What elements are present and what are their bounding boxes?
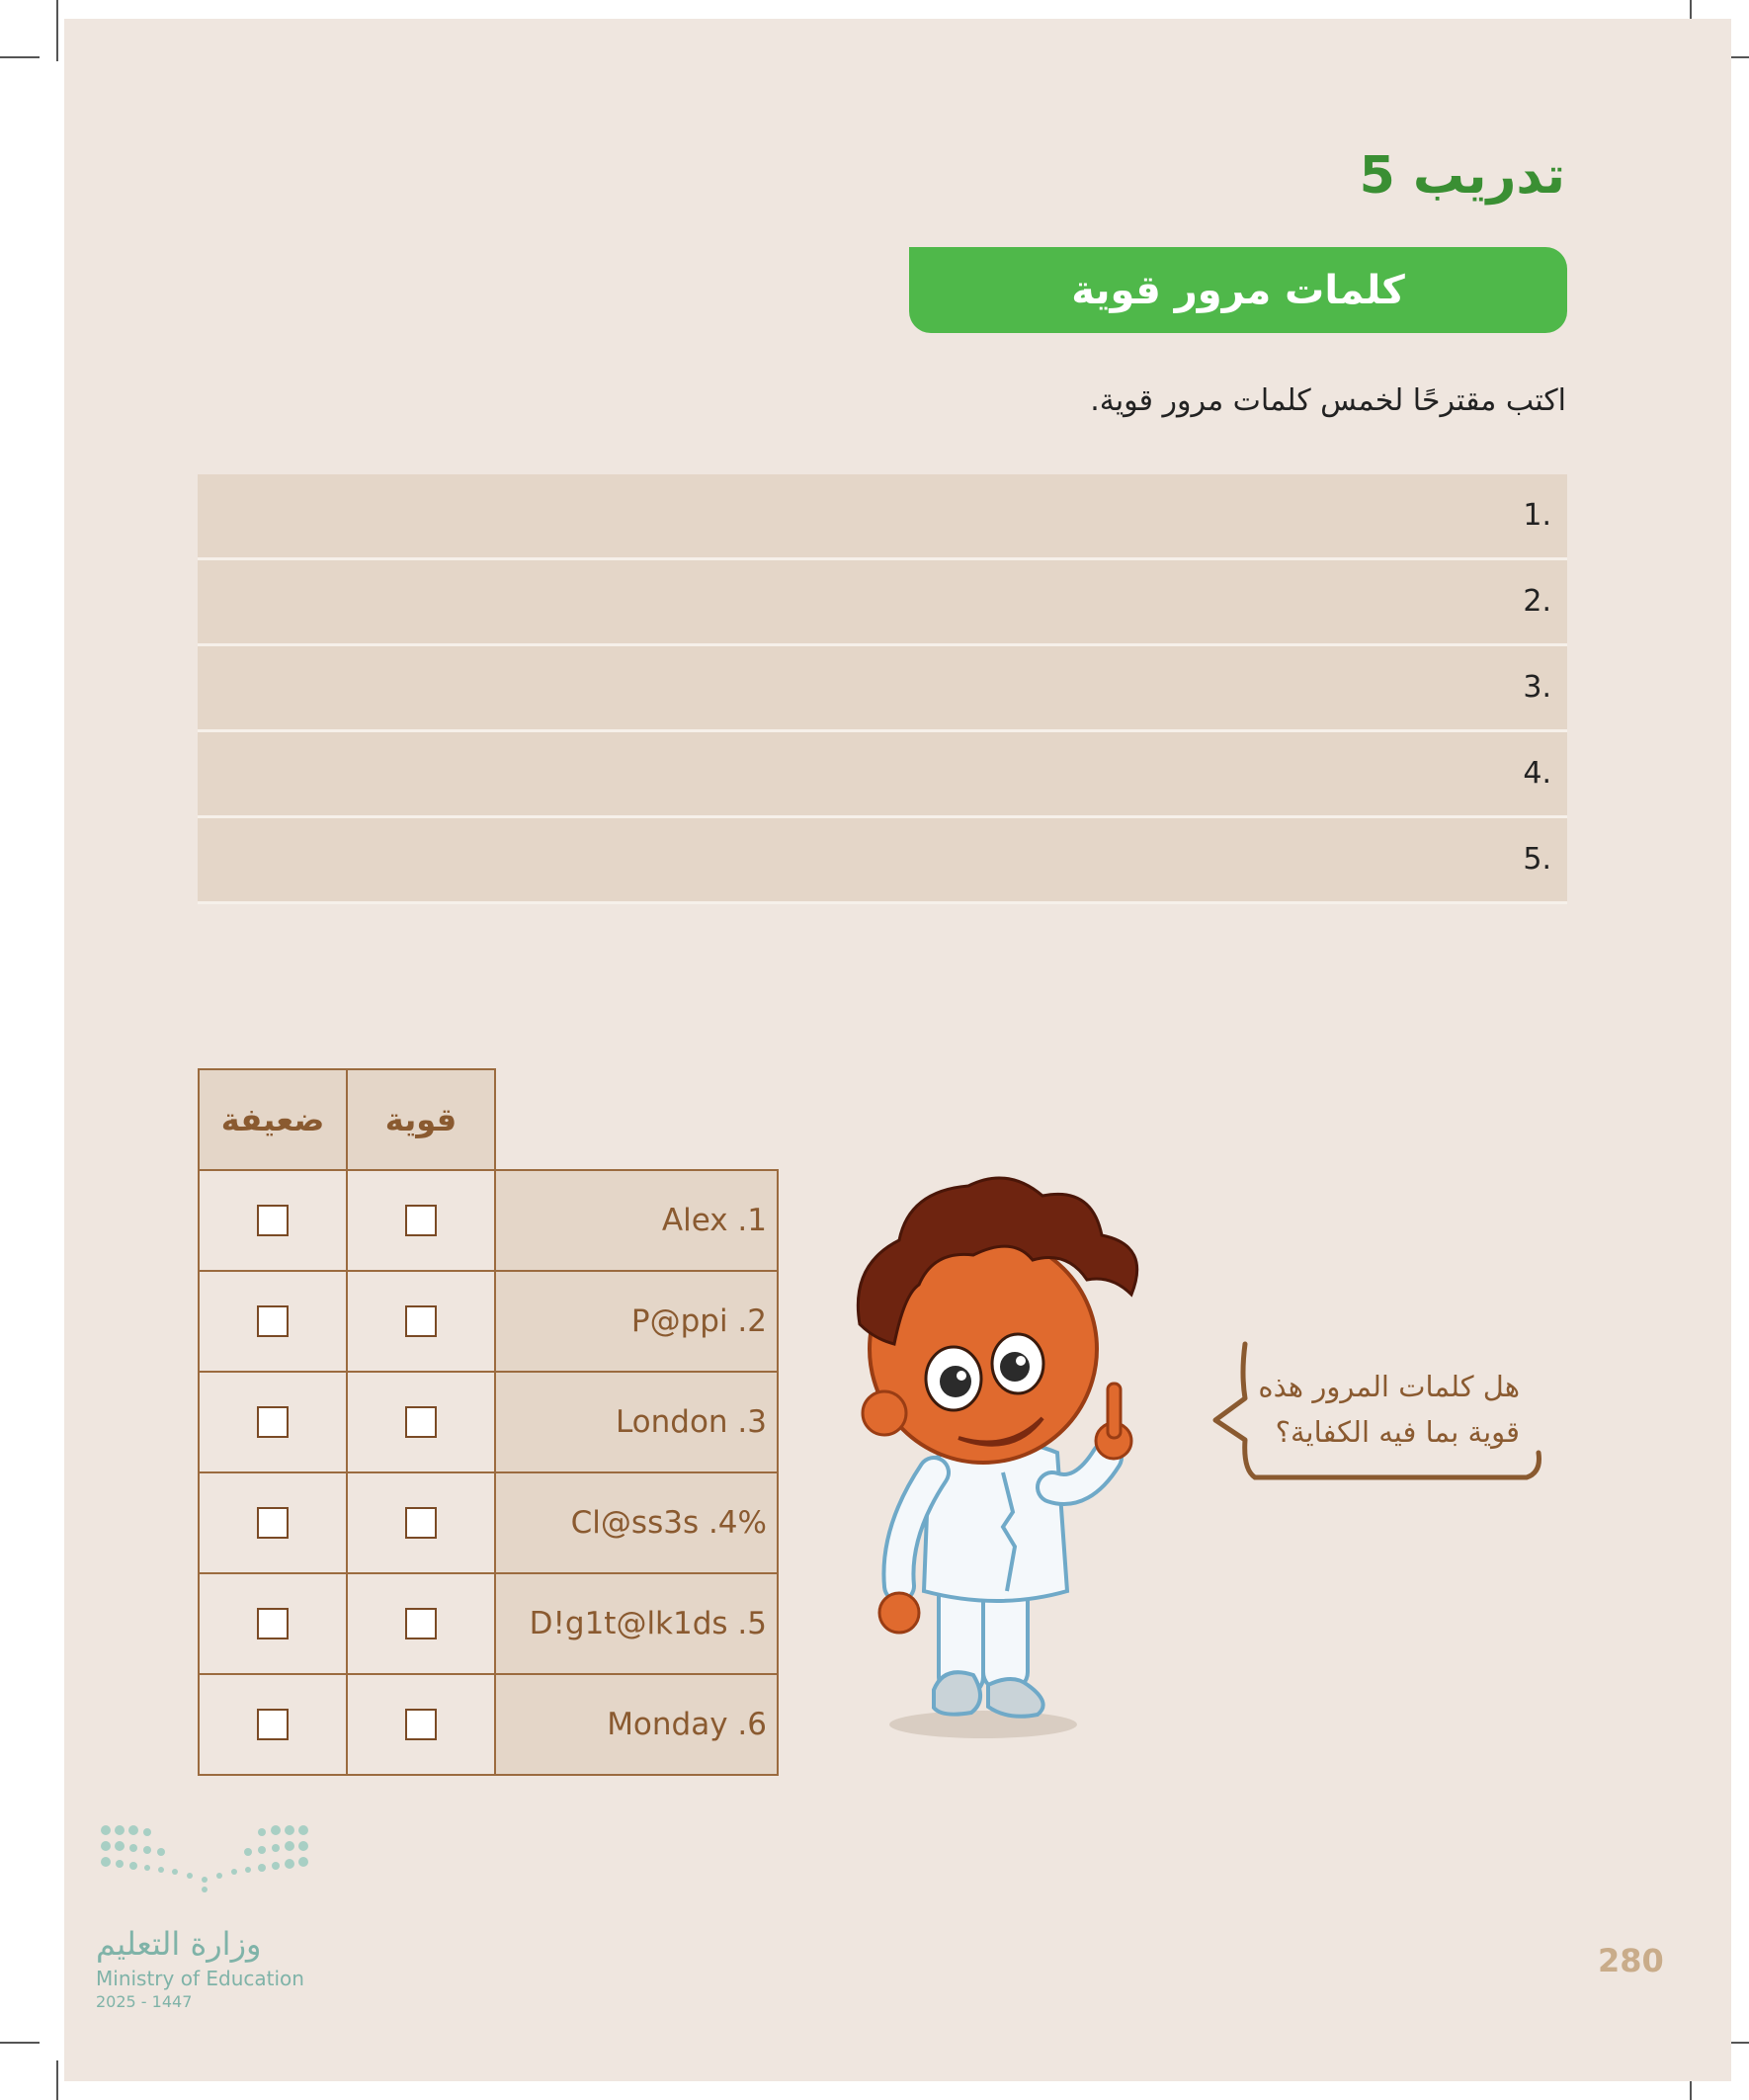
line-number: .4 [1523,756,1551,791]
weak-checkbox[interactable] [199,1372,347,1472]
password-cell: D!g1t@lk1ds .5 [495,1573,778,1674]
table-row [199,1674,778,1775]
academic-year: 2025 - 1447 [96,1992,193,2011]
table-row [199,1372,778,1472]
password-cell: Monday .6 [495,1674,778,1775]
password-cell: London .3 [495,1372,778,1472]
password-cell: %Cl@ss3s .4 [495,1472,778,1573]
table-row [199,1271,778,1372]
page-number: 280 [1598,1942,1664,1979]
table-row [199,1472,778,1573]
weak-checkbox[interactable] [199,1674,347,1775]
line-number: .1 [1523,498,1551,533]
weak-checkbox[interactable] [199,1472,347,1573]
table-row [199,1170,778,1271]
crop-mark [0,56,40,58]
strong-checkbox[interactable] [347,1674,495,1775]
strong-checkbox[interactable] [347,1573,495,1674]
instruction-text: اكتب مقترحًا لخمس كلمات مرور قوية. [1090,383,1566,418]
weak-checkbox[interactable] [199,1573,347,1674]
weak-checkbox[interactable] [199,1271,347,1372]
answer-line[interactable] [198,646,1567,732]
answer-lines [198,474,1567,904]
ministry-logo [96,1818,333,2011]
answer-line[interactable] [198,560,1567,646]
answer-line[interactable] [198,732,1567,818]
weak-checkbox[interactable] [199,1170,347,1271]
speech-line: هل كلمات المرور هذه [1258,1370,1520,1403]
boy-character-illustration [835,1176,1210,1749]
speech-text [1258,1364,1520,1455]
header-empty [495,1069,778,1170]
crop-mark [56,0,58,61]
strong-checkbox[interactable] [347,1170,495,1271]
section-banner [909,247,1567,333]
crop-mark [0,2042,40,2044]
crop-mark [56,2060,58,2100]
password-cell: Alex .1 [495,1170,778,1271]
ministry-name-arabic: وزارة التعليم [96,1925,262,1963]
line-number: .5 [1523,842,1551,877]
answer-line[interactable] [198,818,1567,904]
page-title: تدريب 5 [1359,146,1565,206]
speech-line: قوية بما فيه الكفاية؟ [1275,1415,1520,1449]
table-row [199,1573,778,1674]
line-number: .3 [1523,670,1551,705]
header-weak: ضعيفة [199,1069,347,1170]
strong-checkbox[interactable] [347,1472,495,1573]
banner-label: كلمات مرور قوية [1071,267,1405,313]
ministry-name-english: Ministry of Education [96,1967,304,1990]
table-header-row [199,1069,778,1170]
answer-line[interactable] [198,474,1567,560]
strong-checkbox[interactable] [347,1271,495,1372]
line-number: .2 [1523,584,1551,619]
password-cell: P@ppi .2 [495,1271,778,1372]
password-strength-table [198,1068,779,1776]
strong-checkbox[interactable] [347,1372,495,1472]
header-strong: قوية [347,1069,495,1170]
ministry-dots-icon [96,1818,313,1897]
